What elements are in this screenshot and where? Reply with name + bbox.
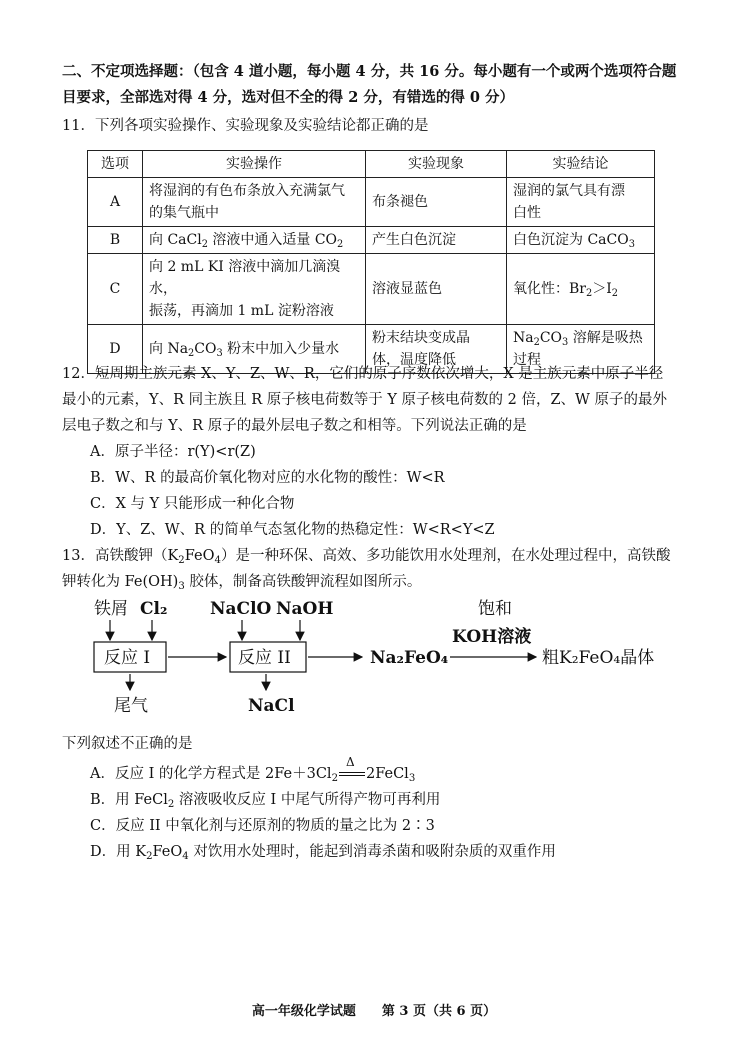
input-naoh: NaOH: [276, 599, 334, 619]
cell-text: 粉末结块变成晶: [372, 330, 470, 346]
reaction-2-label: 反应 II: [238, 648, 291, 668]
q13-option-a: [90, 755, 416, 784]
input-naclo: NaClO: [210, 599, 272, 619]
output-nacl: NaCl: [248, 696, 295, 716]
output-tail-gas: 尾气: [114, 696, 148, 716]
subscript: 2: [611, 288, 618, 299]
phenomenon-cell: 产生白色沉淀: [366, 227, 507, 254]
reaction-1-label: 反应 I: [104, 648, 151, 668]
q13-lead: 下列叙述不正确的是: [62, 736, 193, 752]
option-cell: D: [88, 325, 143, 374]
input-iron-filings: 铁屑: [94, 599, 128, 619]
table-header: 选项: [88, 151, 143, 178]
table-row: [88, 227, 655, 254]
intermediate-na2feo4: Na₂FeO₄: [370, 648, 449, 668]
subscript: 4: [214, 555, 221, 566]
cell-text: 溶液中通入适量 CO: [207, 232, 338, 248]
option-cell: C: [88, 254, 143, 325]
q13-option-b: [90, 790, 440, 810]
cell-text: 溶解是吸热: [568, 330, 643, 346]
cell-text: 的集气瓶中: [149, 205, 219, 221]
operation-cell: [143, 254, 366, 325]
arrow-label-koh: KOH溶液: [452, 627, 532, 647]
table-header: 实验现象: [366, 151, 507, 178]
subscript: 3: [628, 239, 635, 250]
q12-stem-line2: 最小的元素，Y、R 同主族且 R 原子核电荷数等于 Y 原子核电荷数的 2 倍，Z、W 原子的最外: [62, 392, 668, 408]
operation-cell: [143, 227, 366, 254]
product-crude-k2feo4: 粗K₂FeO₄晶体: [542, 648, 655, 668]
subscript: 2: [146, 851, 153, 862]
subscript: 2: [167, 799, 175, 810]
table-row: [88, 178, 655, 227]
subscript: 2: [533, 337, 540, 348]
option-cell: A: [88, 178, 143, 227]
q12-option-c: C．X 与 Y 只能形成一种化合物: [90, 496, 295, 512]
text: 胶体，制备高铁酸钾流程如图所示。: [184, 574, 422, 590]
subscript: 2: [188, 348, 195, 359]
subscript: 2: [331, 773, 339, 784]
subscript: 3: [408, 773, 416, 784]
subscript: 3: [178, 581, 185, 592]
delta-symbol: Δ: [346, 755, 355, 769]
cell-text: CO: [194, 341, 217, 357]
text: 钾转化为 Fe(OH): [62, 574, 179, 590]
text: 溶液吸收反应 I 中尾气所得产物可再利用: [174, 792, 441, 808]
text: ）是一种环保、高效、多功能饮用水处理剂，在水处理过程中，高铁酸: [220, 548, 671, 564]
text: B．用 FeCl: [90, 792, 168, 808]
conclusion-cell: [507, 227, 655, 254]
cell-text: 振荡，再滴加 1 mL 淀粉溶液: [149, 303, 334, 319]
subscript: 2: [178, 555, 185, 566]
cell-text: 粉末中加入少量水: [222, 341, 340, 357]
cell-text: 白性: [513, 205, 541, 221]
cell-text: 过程: [513, 352, 541, 368]
subscript: 4: [182, 851, 189, 862]
phenomenon-cell: 布条褪色: [366, 178, 507, 227]
option-cell: B: [88, 227, 143, 254]
input-chlorine: Cl₂: [140, 599, 168, 619]
subscript: 3: [562, 337, 569, 348]
text: D．用 K: [90, 844, 147, 860]
table-header: 实验结论: [507, 151, 655, 178]
text: 13．高铁酸钾（K: [62, 548, 179, 564]
cell-text: 湿润的氯气具有漂: [513, 183, 625, 199]
q12-option-a: A．原子半径：r(Y)<r(Z): [90, 444, 256, 460]
page-footer: 高一年级化学试题 第 3 页（共 6 页）: [251, 1004, 497, 1019]
heat-equals-sign: [338, 755, 366, 784]
text: FeO: [184, 548, 215, 564]
cell-text: 向 Na: [149, 341, 189, 357]
cell-text: CO: [539, 330, 563, 346]
table-row: [88, 254, 655, 325]
text: A．反应 I 的化学方程式是 2Fe＋3Cl: [90, 766, 332, 782]
conclusion-cell: [507, 254, 655, 325]
q12-option-b: B．W、R 的最高价氧化物对应的水化物的酸性：W<R: [90, 470, 445, 486]
subscript: 2: [337, 239, 344, 250]
q11-stem: 11．下列各项实验操作、实验现象及实验结论都正确的是: [62, 118, 429, 134]
text: 2FeCl: [366, 766, 409, 782]
operation-cell: [143, 178, 366, 227]
phenomenon-cell: 溶液显蓝色: [366, 254, 507, 325]
q12-option-d: D．Y、Z、W、R 的简单气态氢化物的热稳定性：W<R<Y<Z: [90, 522, 495, 538]
subscript: 2: [585, 288, 593, 299]
cell-text: 氧化性：Br: [513, 281, 586, 297]
cell-text: 白色沉淀为 CaCO: [513, 232, 629, 248]
q13-option-d: [90, 842, 556, 862]
text: FeO: [152, 844, 183, 860]
cell-text: 向 CaCl: [149, 232, 202, 248]
table-header: 实验操作: [143, 151, 366, 178]
table-header-row: [88, 151, 655, 178]
conclusion-cell: [507, 178, 655, 227]
cell-text: ＞I: [592, 281, 612, 297]
cell-text: Na: [513, 330, 534, 346]
q13-option-c: C．反应 II 中氧化剂与还原剂的物质的量之比为 2∶3: [90, 818, 435, 834]
subscript: 3: [216, 348, 223, 359]
q13-stem-line2: [62, 572, 421, 592]
arrow-label-saturated: 饱和: [478, 599, 512, 619]
q13-stem-line1: [62, 546, 670, 566]
section-heading-line2: 目要求，全部选对得 4 分，选对但不全的得 2 分，有错选的得 0 分）: [62, 89, 515, 106]
q11-table: [87, 150, 655, 374]
cell-text: 向 2 mL KI 溶液中滴加几滴溴水，: [149, 259, 341, 297]
section-heading-line1: 二、不定项选择题：（包含 4 道小题，每小题 4 分，共 16 分。每小题有一个或两个选项符合题: [62, 63, 677, 80]
subscript: 2: [201, 239, 208, 250]
cell-text: 体，温度降低: [372, 352, 456, 368]
process-flow-diagram: [80, 596, 700, 726]
q12-stem-line1: 12．短周期主族元素 X、Y、Z、W、R，它们的原子序数依次增大，X 是主族元素中原子半径: [62, 366, 664, 382]
q12-stem-line3: 层电子数之和与 Y、R 原子的最外层电子数之和相等。下列说法正确的是: [62, 418, 527, 434]
text: 对饮用水处理时，能起到消毒杀菌和吸附杂质的双重作用: [188, 844, 556, 860]
cell-text: 将湿润的有色布条放入充满氯气: [149, 183, 345, 199]
